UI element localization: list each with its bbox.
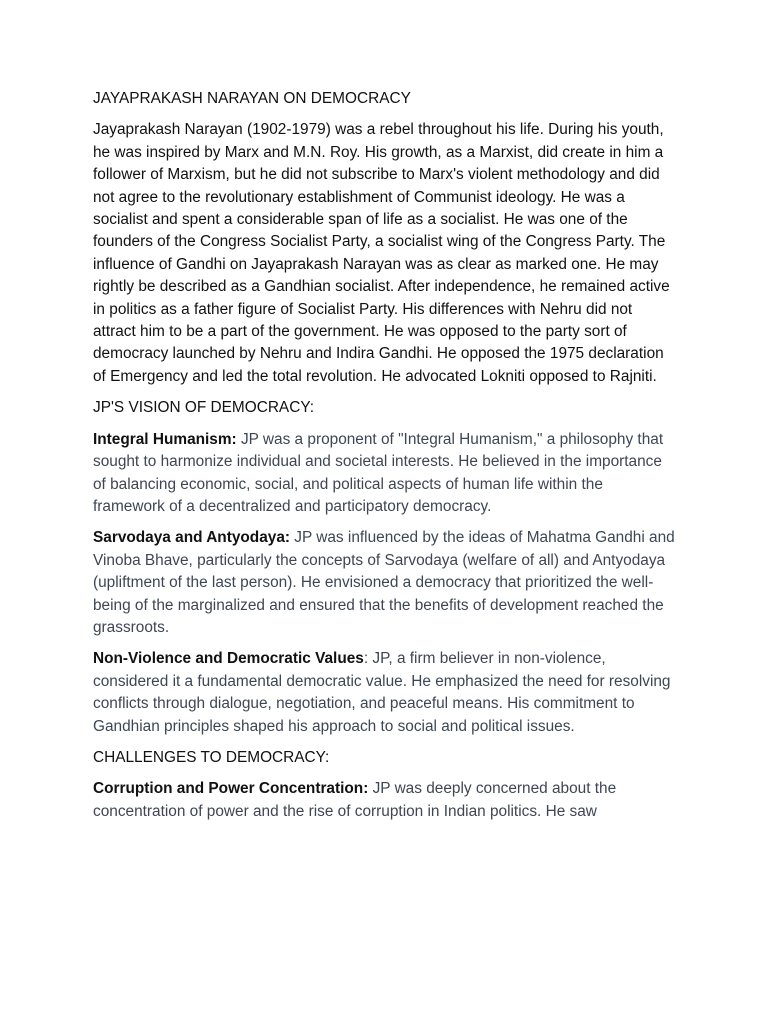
item-text: JP was influenced by the ideas of Mahatma Gandhi and Vinoba Bhave, particularly the concepts of Sarvodaya (welfare of all) and Antyodaya (upliftment of the last person). He envisioned a democracy that prioritized the well-being of the marginalized and ensured that the benefits of development reached the grassroots. bbox=[93, 529, 675, 636]
intro-paragraph: Jayaprakash Narayan (1902-1979) was a rebel throughout his life. During his youth, he was inspired by Marx and M.N. Roy. His growth, as a Marxist, did create in him a follower of Marxism, but he did not subscribe to Marx's violent methodology and did not agree to the revolutionary establishment of Communist ideology. He was a socialist and spent a considerable span of life as a socialist. He was one of the founders of the Congress Socialist Party, a socialist wing of the Congress Party. The influence of Gandhi on Jayaprakash Narayan was as clear as marked one. He may rightly be described as a Gandhian socialist. After independence, he remained active in politics as a father figure of Socialist Party. His differences with Nehru did not attract him to be a part of the government. He was opposed to the party sort of democracy launched by Nehru and Indira Gandhi. He opposed the 1975 declaration of Emergency and led the total revolution. He advocated Lokniti opposed to Rajniti. bbox=[93, 121, 670, 385]
vision-item-non-violence bbox=[93, 648, 675, 738]
section-heading-challenges: CHALLENGES TO DEMOCRACY: bbox=[93, 748, 330, 766]
item-term: Integral Humanism: bbox=[93, 430, 237, 448]
vision-item-sarvodaya bbox=[93, 527, 675, 639]
document-title: JAYAPRAKASH NARAYAN ON DEMOCRACY bbox=[93, 90, 411, 107]
item-text: JP was deeply concerned about the concentration of power and the rise of corruption in Indian politics. He saw bbox=[93, 780, 617, 820]
item-term: Sarvodaya and Antyodaya: bbox=[93, 529, 291, 547]
item-text: JP was a proponent of "Integral Humanism," a philosophy that sought to harmonize individual and societal interests. He believed in the importance of balancing economic, social, and political aspects of human life within the framework of a decentralized and participatory democracy. bbox=[93, 430, 664, 515]
document-body bbox=[93, 88, 675, 832]
item-term: Corruption and Power Concentration: bbox=[93, 780, 369, 798]
item-term: Non-Violence and Democratic Values bbox=[93, 650, 364, 668]
vision-item-integral-humanism bbox=[93, 429, 675, 519]
item-text: : JP, a firm believer in non-violence, considered it a fundamental democratic value. He emphasized the need for resolving conflicts through dialogue, negotiation, and peaceful means. His commitment to Gandhian principles shaped his approach to social and political issues. bbox=[93, 650, 671, 735]
challenge-item-corruption bbox=[93, 778, 675, 823]
section-heading-vision: JP'S VISION OF DEMOCRACY: bbox=[93, 399, 315, 417]
